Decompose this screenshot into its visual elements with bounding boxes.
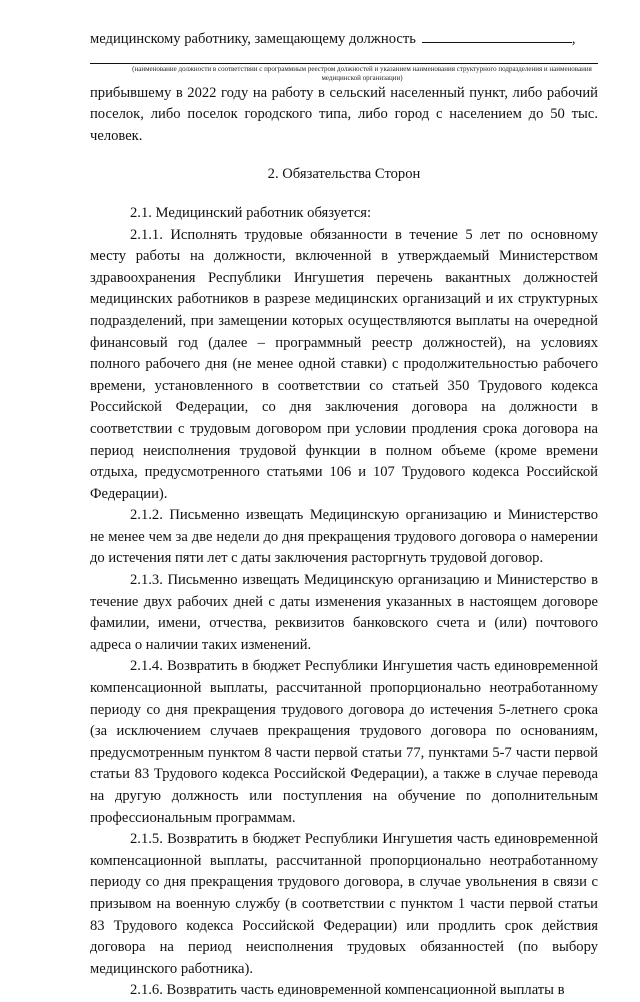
paragraph-2-1-6: 2.1.6. Возвратить часть единовременной компенсационной выплаты в (130, 982, 565, 999)
document-page (90, 28, 598, 1002)
paragraph-2-1: 2.1. Медицинский работник обязуется: (130, 204, 372, 221)
section-title: 2. Обязательства Сторон (267, 166, 421, 183)
position-caption: (наименование должности в соответствии с программным реестром должностей и указанием наименования структурного подразделения и наименования медицинской организации) (132, 64, 592, 82)
paragraph-2-1-1: 2.1.1. Исполнять трудовые обязанности в течение 5 лет по основному месту работы на должности, включенной в утверждаемый Министерством здравоохранения Республики Ингушетия перечень вакантных должностей медицинских работников в разрезе медицинских организаций и их структурных подразделений, при замещении которых осуществляются выплаты на очередной финансовый год (далее – программный реестр должностей), на условиях полного рабочего дня (не менее одной ставки) с продолжительностью рабочего времени, установленного в соответствии со статьей 350 Трудового кодекса Российской Федерации, со дня заключения договора на должности в соответствии с трудовым договором при условии продления срока договора на период неисполнения трудовой функции в полном объеме (кроме времени отдыха, предусмотренного статьями 106 и 107 Трудового кодекса Российской Федерации). (90, 226, 598, 502)
paragraph-2-1-2: 2.1.2. Письменно извещать Медицинскую организацию и Министерство не менее чем за две недели до дня прекращения трудового договора о намерении до истечения пяти лет с даты заключения расторгнуть трудовой договор. (90, 507, 598, 567)
caption-rule (90, 63, 598, 64)
header-continuation: прибывшему в 2022 году на работу в сельский населенный пункт, либо рабочий поселок, либо поселок городского типа, либо город с населением до 50 тыс. человек. (90, 84, 598, 144)
header-line (90, 28, 598, 51)
paragraph-2-1-4: 2.1.4. Возвратить в бюджет Республики Ингушетия часть единовременной компенсационной выплаты, рассчитанной пропорционально неотработанному периоду со дня прекращения трудового договора до истечения 5-летнего срока (за исключением случаев прекращения трудового договора по основаниям, предусмотренным пунктом 8 части первой статьи 77, пунктами 5-7 части первой статьи 83 Трудового кодекса Российской Федерации), а также в случае перевода на другую должность или поступления на обучение по дополнительным профессиональным программам. (90, 658, 598, 826)
header-line-end: , (571, 31, 576, 47)
header-text: медицинскому работнику, замещающему должность (90, 31, 416, 47)
position-blank-field (422, 28, 572, 43)
paragraph-2-1-5: 2.1.5. Возвратить в бюджет Республики Ингушетия часть единовременной компенсационной выплаты, рассчитанной пропорционально неотработанному периоду со дня прекращения трудового договора, в случае увольнения в связи с призывом на военную службу (в соответствии с пунктом 1 части первой статьи 83 Трудового кодекса Российской Федерации) или продлить срок действия договора на период неисполнения трудовых обязанностей (по выбору медицинского работника). (90, 831, 598, 977)
paragraph-2-1-3: 2.1.3. Письменно извещать Медицинскую организацию и Министерство в течение двух рабочих дней с даты изменения указанных в настоящем договоре фамилии, имени, отчества, реквизитов банковского счета и (или) почтового адреса о наличии таких изменений. (90, 572, 598, 653)
